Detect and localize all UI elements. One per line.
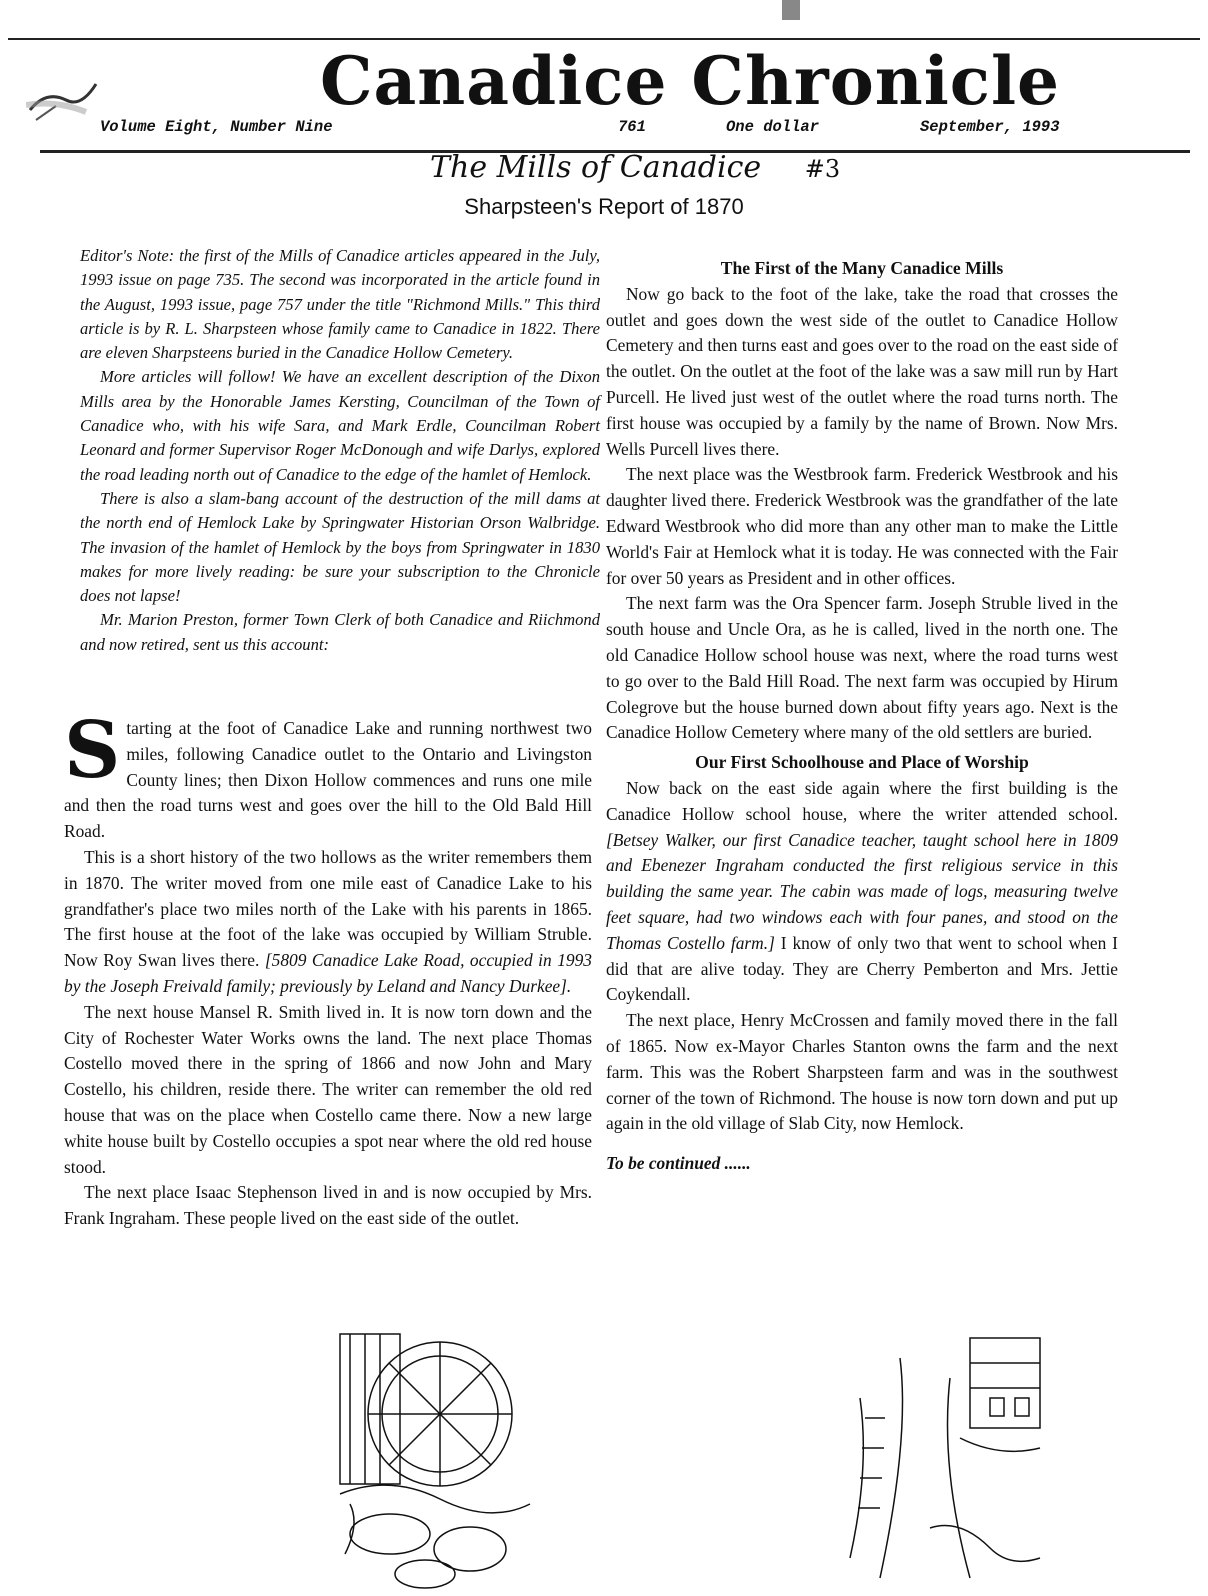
article-intro	[64, 705, 592, 845]
top-rule	[8, 38, 1200, 40]
mill-ruins-illustration	[840, 1318, 1060, 1588]
article-intro-text: tarting at the foot of Canadice Lake and running northwest two miles, following Canadice outlet to the Ontario and Livingston County lines; then Dixon Hollow commences and runs one mile and then the road turns west and goes over the hill to the Old Bald Hill Road.	[64, 718, 592, 842]
editor-note	[80, 244, 600, 657]
editor-note-p1: Editor's Note: the first of the Mills of Canadice articles appeared in the July, 1993 issue on page 735. The second was incorporated in the article found in the August, 1993 issue, page 757 under the title "Richmond Mills." This third article is by R. L. Sharpsteen whose family came to Canadice in 1822. There are eleven Sharpsteens buried in the Canadice Hollow Cemetery.	[80, 246, 600, 363]
page-number: 761	[618, 118, 646, 136]
issue-date: September, 1993	[920, 118, 1060, 136]
series-number: #3	[804, 155, 841, 183]
editor-note-p3: There is also a slam-bang account of the destruction of the mill dams at the north end of Hemlock Lake by Springwater Historian Orson Walbridge. The invasion of the hamlet of Hemlock by the boys from Springwater in 1830 makes for more lively reading: be sure your subscription to the Chronicle does not lapse!	[80, 488, 600, 606]
series-name: The Mills of Canadice	[430, 150, 762, 185]
to-be-continued: To be continued ......	[606, 1153, 751, 1174]
right-p4-bracket: [Betsey Walker, our first Canadice teacher, taught school here in 1809 and Ebenezer Ingraham conducted the first religious service in this building the same year. The cabin was made of logs, measuring twelve feet square, had two windows each with four panes, and stood on the Thomas Costello farm.]	[606, 829, 1118, 953]
left-column	[64, 705, 592, 1232]
report-title: Sharpsteen's Report of 1870	[464, 194, 744, 219]
right-p4	[606, 776, 1118, 1008]
right-p1: Now go back to the foot of the lake, take the road that crosses the outlet and goes down the west side of the outlet to Canadice Hollow Cemetery and then turns east and goes over to the road on the east side of the outlet. On the outlet at the foot of the lake was a saw mill run by Hart Purcell. He lived just west of the outlet where the road turns north. The first house was occupied by a family by the name of Brown. Now Mrs. Wells Purcell lives there.	[606, 283, 1118, 459]
heading-first-mills: The First of the Many Canadice Mills	[720, 258, 1004, 278]
masthead-title: Canadice Chronicle	[320, 42, 1061, 120]
scan-mark	[782, 0, 800, 20]
series-title	[430, 150, 850, 185]
drop-cap: S	[64, 705, 121, 796]
water-wheel-mill-illustration	[330, 1324, 550, 1592]
heading-schoolhouse: Our First Schoolhouse and Place of Worship	[695, 752, 1029, 773]
volume-label: Volume Eight, Number Nine	[100, 118, 333, 136]
article-p2-text: This is a short history of the two hollows as the writer remembers them in 1870. The writer moved from one mile east of Canadice Lake to his grandfather's place two miles north of the Lake with his parents in 1865. The first house at the foot of the lake was occupied by William Struble. Now Roy Swan lives there.	[64, 846, 592, 971]
article-p3: The next house Mansel R. Smith lived in. It is now torn down and the City of Rochester Water Works owns the land. The next place Thomas Costello moved there in the spring of 1866 and now John and Mary Costello, his children, reside there. The writer can remember the old red house that was on the place when Costello came there. Now a new large white house built by Costello occupies a spot near where the old red house stood.	[64, 1001, 592, 1177]
right-p5: The next place, Henry McCrossen and family moved there in the fall of 1865. Now ex-Mayor Charles Stanton owns the farm and the next farm. This was the Robert Sharpsteen farm and was in the southwest corner of the town of Richmond. The house is now torn down and put up again in the old village of Slab City, now Hemlock.	[606, 1010, 1118, 1134]
right-p4-end: I know of only two that went to school when I did that are alive today. They are Cherry Pemberton and Mrs. Jettie Coykendall.	[606, 932, 1118, 1005]
right-p2: The next place was the Westbrook farm. Frederick Westbrook and his daughter lived there. Frederick Westbrook was the grandfather of the late Edward Westbrook who did more than any other man to make the Little World's Fair at Hemlock what it is today. He was connected with the Fair for over 50 years as President and in other offices.	[606, 464, 1118, 588]
article-p4: The next place Isaac Stephenson lived in and is now occupied by Mrs. Frank Ingraham. These people lived on the east side of the outlet.	[64, 1182, 592, 1229]
scribble-mark-icon	[26, 70, 106, 130]
right-p3: The next farm was the Ora Spencer farm. Joseph Struble lived in the south house and Uncle Ora, as he is called, lived in the north one. The old Canadice Hollow school house was next, where the road turns west to go over to the Bald Hill Road. The next farm was occupied by Hirum Colegrove but the house burned down about fifty years ago. Next is the Canadice Hollow Cemetery where many of the old settlers are buried.	[606, 593, 1118, 743]
right-p4-text: Now back on the east side again where the first building is the Canadice Hollow school house, where the writer attended school.	[606, 777, 1118, 824]
right-column	[606, 256, 1118, 1177]
editor-note-p2: More articles will follow! We have an excellent description of the Dixon Mills area by the Honorable James Kersting, Councilman of the Town of Canadice who, with his wife Sara, and Mark Erdle, Councilman Robert Leonard and former Supervisor Roger McDonough and wife Darlys, explored the road leading north out of Canadice to the edge of the hamlet of Hemlock.	[80, 367, 600, 484]
price-label: One dollar	[726, 118, 820, 136]
article-p2	[64, 845, 592, 1000]
article-p2-bracket: [5809 Canadice Lake Road, occupied in 1993 by the Joseph Freivald family; previously by Leland and Nancy Durkee].	[64, 950, 592, 996]
editor-note-p4: Mr. Marion Preston, former Town Clerk of both Canadice and Riichmond and now retired, sent us this account:	[80, 610, 600, 654]
